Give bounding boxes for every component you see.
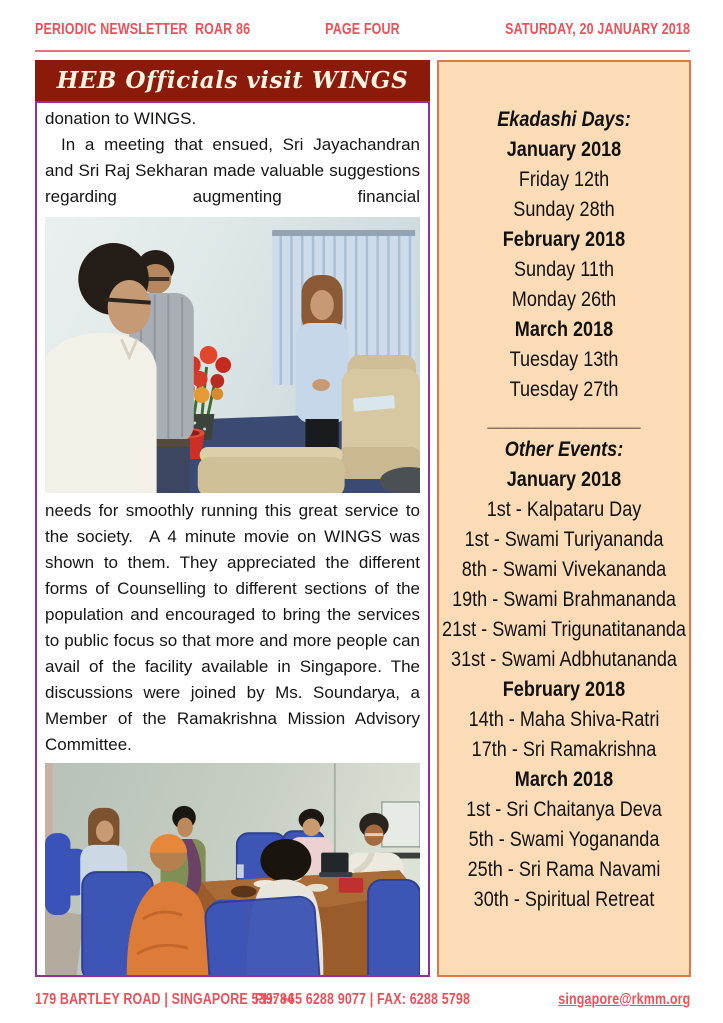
calendar-entry-day: Friday 12th bbox=[518, 168, 610, 191]
article-title-banner bbox=[35, 60, 430, 101]
calendar-entry-day: 1st - Sri Chaitanya Deva bbox=[466, 798, 662, 821]
paragraph-intro: donation to WINGS. bbox=[45, 109, 197, 128]
calendar-entry-day: 19th - Swami Brahmananda bbox=[452, 588, 676, 611]
section-separator: ________________ bbox=[487, 409, 641, 431]
header-divider bbox=[35, 50, 690, 52]
calendar-entry-day: 17th - Sri Ramakrishna bbox=[471, 738, 657, 761]
calendar-entry-day: 8th - Swami Vivekananda bbox=[461, 558, 667, 581]
calendar-entry-day: Sunday 28th bbox=[513, 198, 615, 221]
laptop bbox=[319, 853, 352, 877]
paragraph-one: In a meeting that ensued, Sri Jayachandran and Sri Raj Sekharan made valuable suggestions regarding augmenting financial bbox=[45, 135, 420, 206]
calendar-entry-day: 25th - Sri Rama Navami bbox=[467, 858, 661, 881]
events-sidebar bbox=[437, 60, 691, 977]
calendar-content bbox=[439, 105, 688, 915]
calendar-entry-day: 21st - Swami Trigunatitananda bbox=[442, 618, 686, 641]
calendar-entry-month: March 2018 bbox=[514, 318, 614, 341]
calendar-entry-day: Tuesday 27th bbox=[509, 378, 619, 401]
calendar-entry-month: January 2018 bbox=[506, 138, 622, 161]
page-footer bbox=[35, 991, 690, 1011]
calendar-entry-day: 1st - Kalpataru Day bbox=[486, 498, 642, 521]
calendar-entry-day: 1st - Swami Turiyananda bbox=[464, 528, 664, 551]
page-number: PAGE FOUR bbox=[325, 21, 400, 38]
sofa-foreground bbox=[198, 447, 345, 493]
calendar-entry-month: March 2018 bbox=[514, 768, 614, 791]
ekadashi-heading: Ekadashi Days: bbox=[497, 108, 631, 131]
paragraph-two: needs for smoothly running this great service to the society. A 4 minute movie on WINGS was shown to them. They appreciated the different forms of Counselling to different sections of the population and encouraged to bring the services to public focus so that more and more people can avail of the facility available in Singapore. The discussions were joined by Ms. Soundarya, a Member of the Ramakrishna Mission Advisory Committee. bbox=[45, 501, 420, 754]
other-events-heading: Other Events: bbox=[504, 438, 624, 461]
newsletter-name: PERIODIC NEWSLETTER ROAR 86 bbox=[35, 21, 251, 38]
meeting-photo-standing bbox=[45, 217, 420, 493]
armchair-right bbox=[339, 355, 420, 493]
calendar-entry-month: February 2018 bbox=[502, 228, 626, 251]
meeting-photo-table bbox=[45, 763, 420, 977]
footer-address: 179 BARTLEY ROAD | SINGAPORE 539784 bbox=[35, 991, 295, 1008]
calendar-entry-day: Sunday 11th bbox=[513, 258, 615, 281]
issue-date: SATURDAY, 20 JANUARY 2018 bbox=[505, 21, 690, 38]
email-link[interactable]: singapore@rkmm.org bbox=[557, 991, 690, 1008]
page-header bbox=[35, 21, 690, 41]
article-body bbox=[35, 101, 430, 977]
calendar-entry-day: Tuesday 13th bbox=[509, 348, 619, 371]
calendar-entry-day: 5th - Swami Yogananda bbox=[468, 828, 660, 851]
calendar-entry-day: 30th - Spiritual Retreat bbox=[473, 888, 655, 911]
article-title: HEB Officials visit WINGS bbox=[56, 67, 409, 94]
footer-phone: PH: +65 6288 9077 | FAX: 6288 5798 bbox=[254, 991, 471, 1008]
calendar-entry-day: 14th - Maha Shiva-Ratri bbox=[468, 708, 660, 731]
other-events-list bbox=[439, 465, 688, 915]
ekadashi-list bbox=[439, 135, 688, 405]
calendar-entry-month: February 2018 bbox=[502, 678, 626, 701]
calendar-entry-month: January 2018 bbox=[506, 468, 622, 491]
calendar-entry-day: Monday 26th bbox=[511, 288, 617, 311]
calendar-entry-day: 31st - Swami Adbhutananda bbox=[451, 648, 677, 671]
